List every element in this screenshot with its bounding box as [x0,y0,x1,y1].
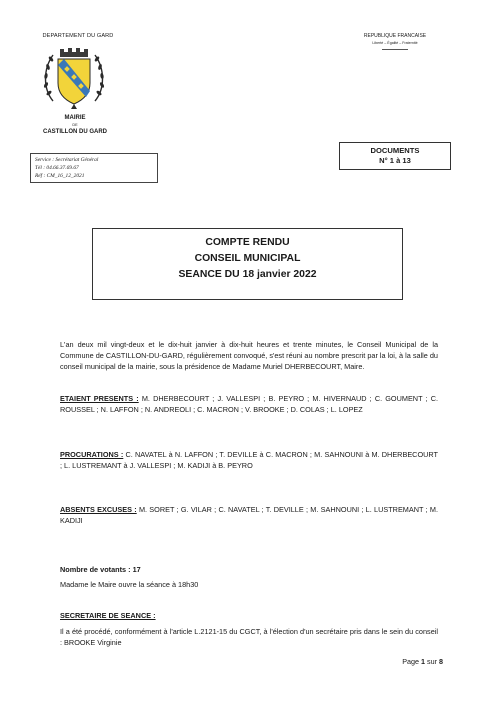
intro-paragraph: L'an deux mil vingt-deux et le dix-huit janvier à dix-huit heures et trente minutes, le Conseil Municipal de la Commune de CASTILLON-DU-GARD, régulièrement convoqué, s'est réuni au nombre prescrit par la loi, à la salle du conseil municipal de la mairie, sous la présidence de Madame Muriel DHERBECOURT, Maire. [60,340,438,371]
republic-block [350,33,440,50]
page-number [373,657,443,666]
documents-box [339,142,451,170]
page-word: Page [402,657,419,666]
absents-label: ABSENTS EXCUSES : [60,505,137,514]
absents-paragraph [60,504,438,526]
title-box [92,228,403,300]
votants-count: Nombre de votants : 17 [60,565,141,574]
page-current: 1 [421,657,425,666]
secretaire-label: SECRETAIRE DE SEANCE : [60,611,156,620]
service-box [30,153,158,183]
documents-range: N° 1 à 13 [379,156,411,165]
commune-label: CASTILLON DU GARD [43,129,107,135]
procurations-paragraph [60,449,438,471]
tel-line: Tél : 04.66.37.69.67 [35,165,79,171]
documents-label: DOCUMENTS [370,146,420,155]
motto-label: Liberté – Égalité – Fraternité [372,41,418,45]
presents-list: M. DHERBECOURT ; J. VALLESPI ; B. PEYRO ; M. HIVERNAUD ; C. GOUMENT ; C. ROUSSEL ; N. LAFFON ; N. ANDREOLI ; C. MACRON ; V. BROOKE ; D. COLAS ; L. LOPEZ [60,394,438,414]
presents-label: ETAIENT PRESENTS : [60,394,139,403]
republic-label: REPUBLIQUE FRANCAISE [363,33,427,39]
procurations-label: PROCURATIONS : [60,450,124,459]
absents-list: M. SORET ; G. VILAR ; C. NAVATEL ; T. DEVILLE ; M. SAHNOUNI ; L. LUSTREMANT ; M. KADIJI [60,505,438,525]
secretaire-heading [60,611,156,620]
coat-of-arms-icon [41,43,107,111]
mairie-label: MAIRIE [64,115,86,121]
title-line-3: SEANCE DU 18 janvier 2022 [178,269,317,280]
secretaire-paragraph: Il a été procédé, conformément à l'article L.2121-15 du CGCT, à l'élection d'un secrétaire pris dans le sein du conseil : BROOKE Virginie [60,627,438,647]
title-line-2: CONSEIL MUNICIPAL [194,253,301,264]
page-total: 8 [439,657,443,666]
department-label: DEPARTEMENT DU GARD [42,33,114,39]
presents-paragraph [60,393,438,415]
procurations-list: C. NAVATEL à N. LAFFON ; T. DEVILLE à C. MACRON ; M. SAHNOUNI à M. DHERBECOURT ; L. LUSTREMANT à J. VALLESPI ; M. KADIJI à B. PEYRO [60,450,438,470]
mairie-block [20,114,130,136]
divider [382,49,408,50]
de-label: DE [72,123,78,127]
page-sur: sur [427,657,437,666]
service-line: Service : Secrétariat Général [35,157,99,163]
title-line-1: COMPTE RENDU [205,237,290,248]
ref-line: Réf : CM_16_12_2021 [35,173,85,179]
opening-statement: Madame le Maire ouvre la séance à 18h30 [60,580,199,589]
